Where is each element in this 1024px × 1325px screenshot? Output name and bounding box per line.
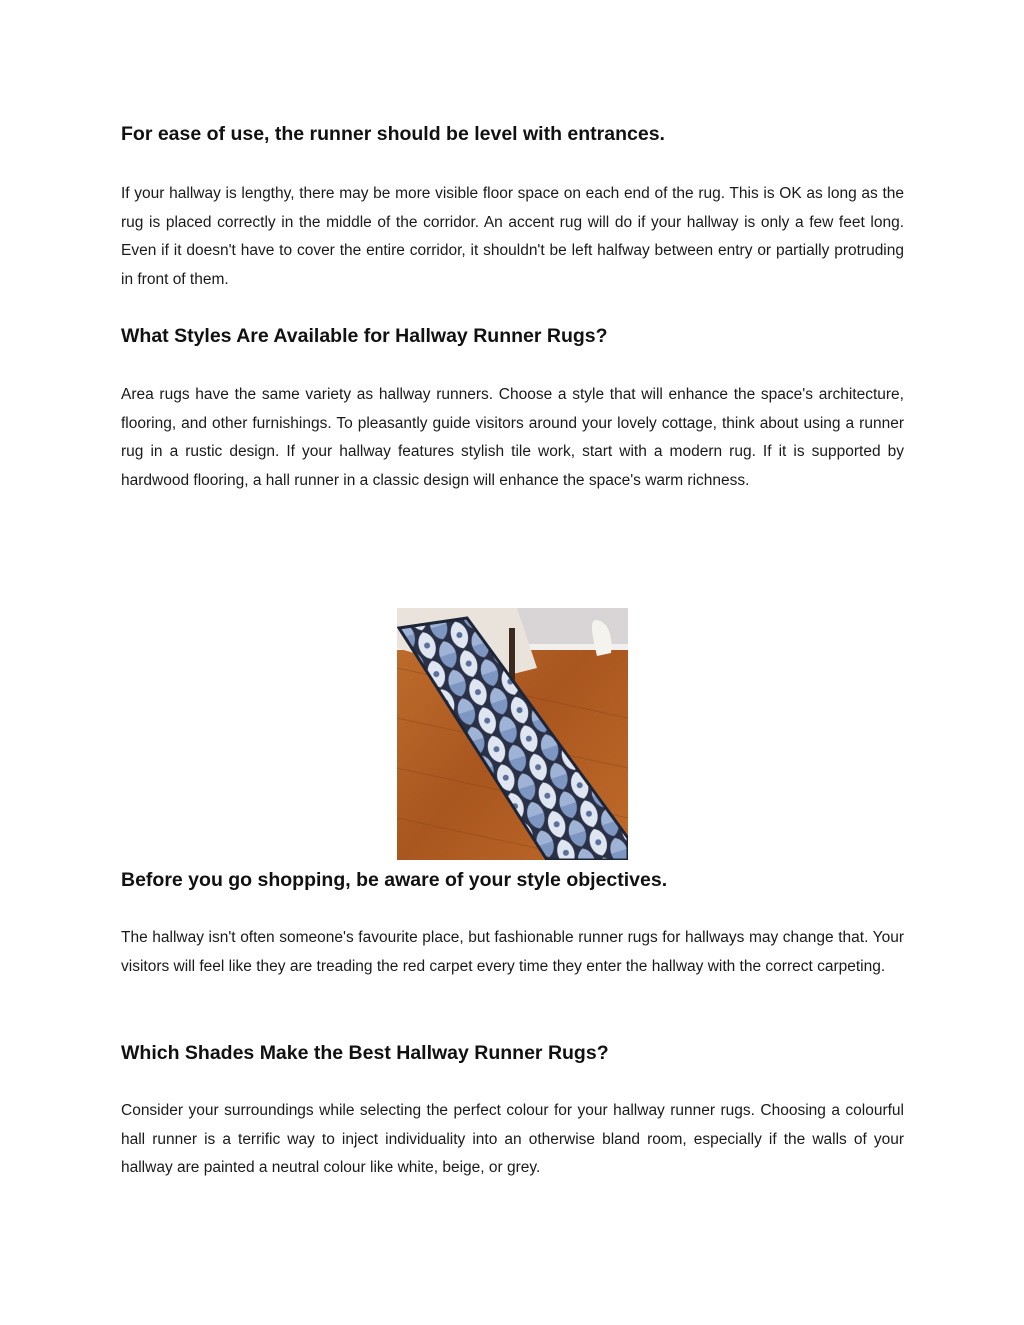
section-heading-2: What Styles Are Available for Hallway Runner Rugs? (121, 325, 608, 347)
section-heading-3: Before you go shopping, be aware of your style objectives. (121, 869, 668, 891)
section-body-2: Area rugs have the same variety as hallway runners. Choose a style that will enhance the space's architecture, flooring, and other furnishings. To pleasantly guide visitors around your lovely cottage, think about using a runner rug in a rustic design. If your hallway features stylish tile work, start with a modern rug. If it is supported by hardwood flooring, a hall runner in a classic design will enhance the space's warm richness. (121, 386, 904, 489)
section-heading-4: Which Shades Make the Best Hallway Runner Rugs? (121, 1042, 609, 1064)
hallway-runner-rug-photo (397, 608, 628, 860)
section-body-3: The hallway isn't often someone's favourite place, but fashionable runner rugs for hallways may change that. Your visitors will feel like they are treading the red carpet every time they enter the hallway with the correct carpeting. (121, 929, 904, 975)
section-body-1: If your hallway is lengthy, there may be more visible floor space on each end of the rug. This is OK as long as the rug is placed correctly in the middle of the corridor. An accent rug will do if your hallway is only a few feet long. Even if it doesn't have to cover the entire corridor, it shouldn't be left halfway between entry or partially protruding in front of them. (121, 185, 904, 288)
section-heading-1: For ease of use, the runner should be level with entrances. (121, 123, 665, 145)
section-body-4: Consider your surroundings while selecting the perfect colour for your hallway runner rugs. Choosing a colourful hall runner is a terrific way to inject individuality into an otherwise bland room, especially if the walls of your hallway are painted a neutral colour like white, beige, or grey. (121, 1102, 904, 1177)
